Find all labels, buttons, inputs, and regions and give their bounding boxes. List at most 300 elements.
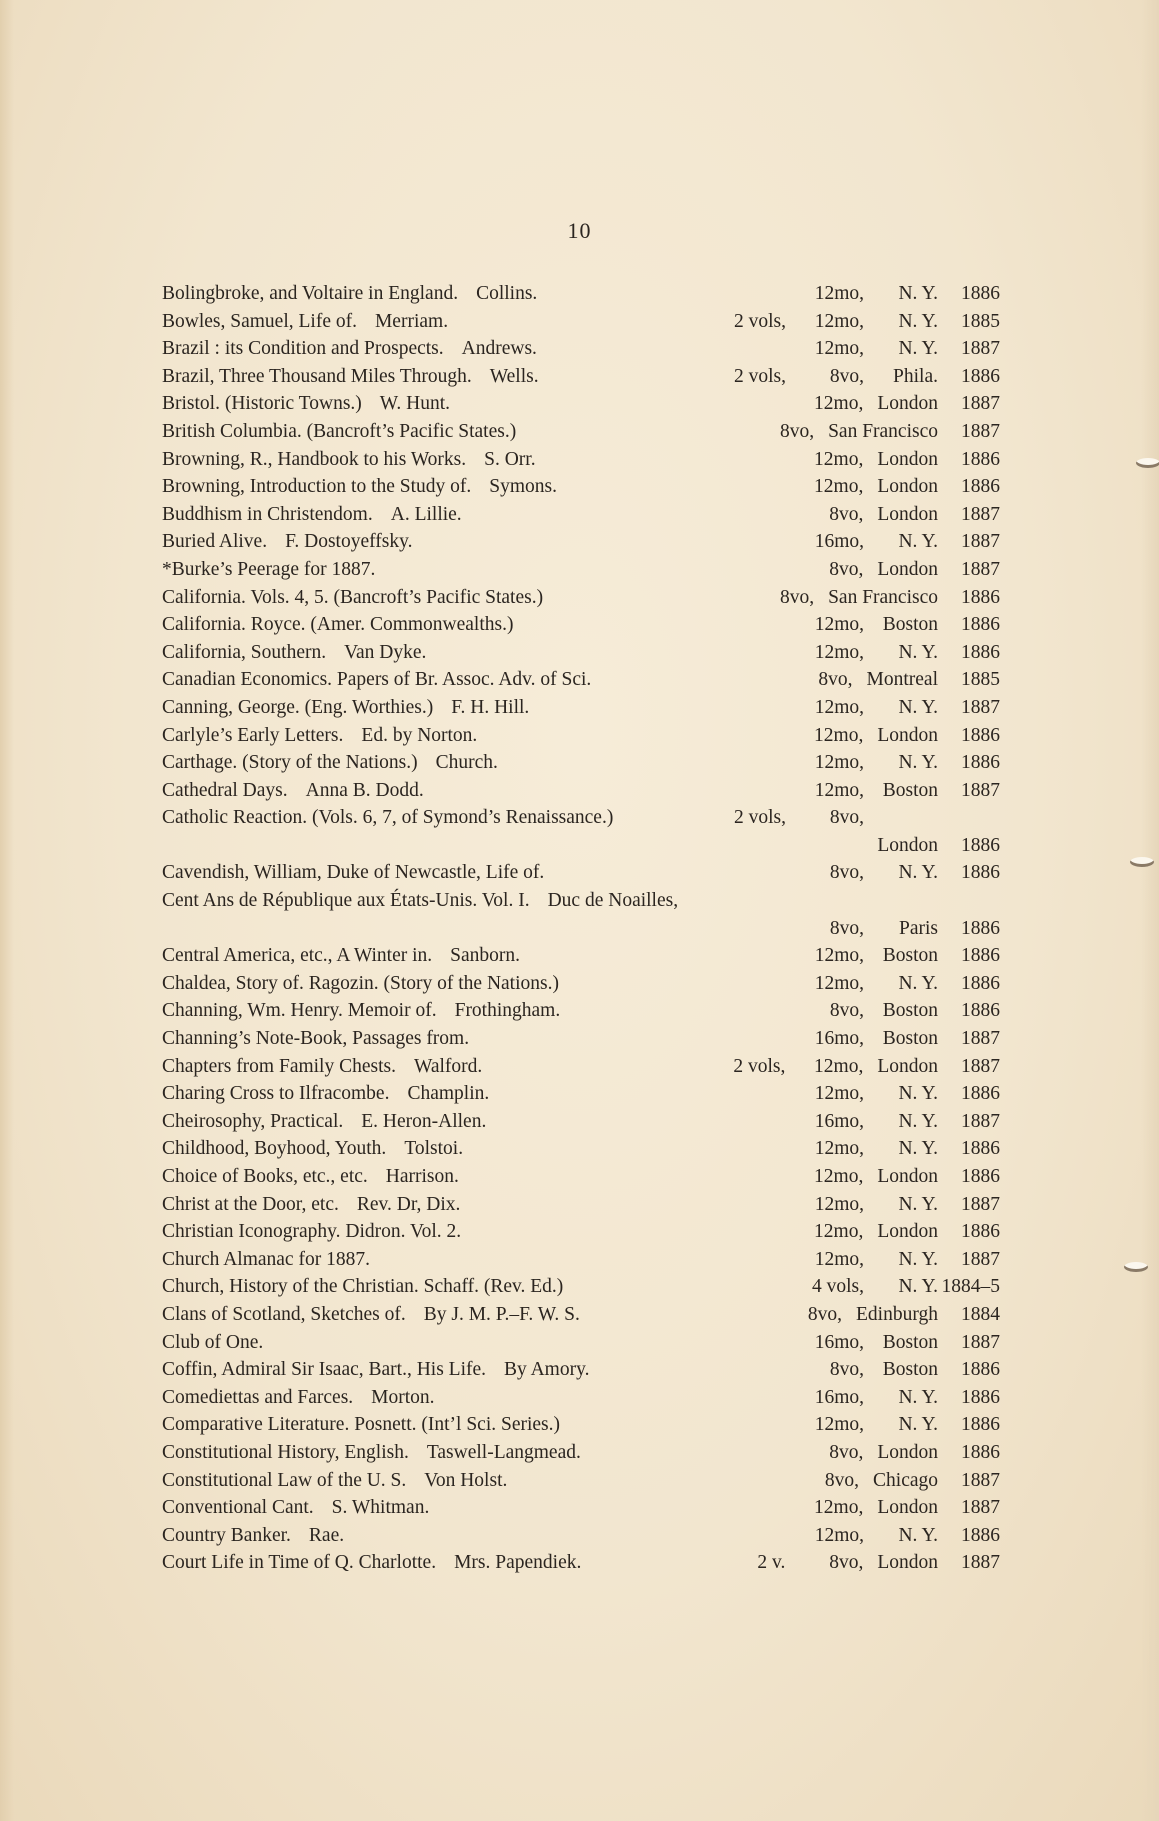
entry-title-block xyxy=(162,1467,795,1495)
entry-place: London xyxy=(877,503,938,525)
entry-place: N. Y. xyxy=(898,338,938,360)
entry-format: 12mo, xyxy=(814,1524,864,1546)
entry-place: N. Y. xyxy=(898,1414,938,1436)
entry-imprint xyxy=(799,1439,1000,1467)
entry-year: 1886 xyxy=(961,448,1000,470)
entry-format: 8vo, xyxy=(824,1469,860,1491)
entry-title: Buried Alive. xyxy=(162,531,268,553)
list-item xyxy=(162,308,1000,336)
entry-place: Phila. xyxy=(893,365,938,387)
entry-format: 12mo, xyxy=(814,696,864,718)
entry-year: 1886 xyxy=(961,724,1000,746)
entry-place: Montreal xyxy=(866,669,938,691)
entry-author: Mrs. Papendiek. xyxy=(454,1552,582,1574)
entry-title: California. Royce. (Amer. Commonwealths.) xyxy=(162,614,514,636)
entry-format: 16mo, xyxy=(814,1028,864,1050)
entry-title: Chaldea, Story of. Ragozin. (Story of the Nations.) xyxy=(162,972,559,994)
entry-place: N. Y. xyxy=(898,862,938,884)
list-item xyxy=(162,970,1000,998)
list-item xyxy=(162,1025,1000,1053)
entry-imprint xyxy=(799,1218,1000,1246)
list-item xyxy=(162,501,1000,529)
entry-author: F. Dostoyeffsky. xyxy=(285,531,413,553)
entry-title-block xyxy=(162,1494,799,1522)
list-item xyxy=(162,1163,1000,1191)
entry-year: 1887 xyxy=(961,338,1000,360)
entry-year: 1887 xyxy=(961,503,1000,525)
entry-title-block xyxy=(162,390,799,418)
entry-title-block xyxy=(162,887,1000,915)
entry-author: Church. xyxy=(435,752,498,774)
entry-title-block xyxy=(162,1191,800,1219)
entry-year: 1885 xyxy=(961,310,1000,332)
list-item xyxy=(162,556,1000,584)
list-item xyxy=(162,1191,1000,1219)
entry-volumes: 4 vols, xyxy=(811,1276,864,1298)
entry-format: 12mo, xyxy=(814,779,864,801)
entry-year: 1887 xyxy=(961,779,1000,801)
entry-title-block xyxy=(162,1218,799,1246)
entry-place: Boston xyxy=(882,1028,938,1050)
entry-year: 1885 xyxy=(961,669,1000,691)
entry-title-block xyxy=(162,280,800,308)
entry-format: 16mo, xyxy=(814,1386,864,1408)
entry-title-block xyxy=(162,639,800,667)
entry-title-block xyxy=(162,1411,800,1439)
list-item xyxy=(162,1218,1000,1246)
list-item xyxy=(162,1329,1000,1357)
entry-place: San Francisco xyxy=(828,586,938,608)
book-list xyxy=(162,280,1000,1577)
entry-format: 12mo, xyxy=(814,393,864,415)
page-number: 10 xyxy=(567,218,592,243)
entry-format: 12mo, xyxy=(814,614,864,636)
entry-year: 1887 xyxy=(961,393,1000,415)
entry-place: London xyxy=(877,834,938,856)
entry-title-block xyxy=(162,528,800,556)
entry-author: Taswell-Langmead. xyxy=(426,1441,581,1463)
entry-place: London xyxy=(877,1221,938,1243)
list-item xyxy=(162,804,1000,832)
entry-year: 1886 xyxy=(961,1441,1000,1463)
entry-year: 1886 xyxy=(961,283,1000,304)
list-item xyxy=(162,390,1000,418)
list-item xyxy=(162,1053,1000,1081)
entry-author: Rae. xyxy=(308,1524,345,1546)
entry-author: S. Whitman. xyxy=(331,1497,430,1519)
list-item xyxy=(162,1467,1000,1495)
entry-place: Boston xyxy=(882,945,938,967)
entry-format: 12mo, xyxy=(814,1193,864,1215)
entry-volumes: 2 vols, xyxy=(733,1055,786,1077)
entry-imprint xyxy=(800,1135,1000,1163)
entry-author: Morton. xyxy=(371,1386,435,1408)
entry-imprint xyxy=(750,418,1000,446)
entry-title: *Burke’s Peerage for 1887. xyxy=(162,558,376,580)
entry-imprint xyxy=(799,556,1000,584)
entry-title-block xyxy=(162,1135,800,1163)
entry-imprint xyxy=(733,1053,1000,1081)
entry-author: Andrews. xyxy=(461,338,537,360)
list-item xyxy=(162,528,1000,556)
list-item xyxy=(162,666,1000,694)
entry-place: N. Y. xyxy=(898,1083,938,1105)
entry-imprint xyxy=(799,501,1000,529)
entry-imprint xyxy=(800,611,1000,639)
entry-author: S. Orr. xyxy=(484,448,536,470)
entry-format: 12mo, xyxy=(814,752,864,774)
entry-title-block xyxy=(162,335,800,363)
entry-format: 12mo, xyxy=(814,945,864,967)
entry-imprint xyxy=(750,584,1000,612)
entry-year: 1887 xyxy=(961,1055,1000,1077)
entry-author: Anna B. Dodd. xyxy=(305,779,424,801)
entry-place: San Francisco xyxy=(828,420,938,442)
entry-place: Boston xyxy=(882,1359,938,1381)
entry-place: London xyxy=(877,1497,938,1519)
entry-title-block xyxy=(162,1522,800,1550)
list-item xyxy=(162,694,1000,722)
entry-title: Browning, R., Handbook to his Works. xyxy=(162,448,467,470)
entry-title-block xyxy=(162,1549,757,1577)
page-edge-left xyxy=(0,0,14,1821)
entry-title: Childhood, Boyhood, Youth. xyxy=(162,1138,387,1160)
entry-title-block xyxy=(162,611,800,639)
entry-year: 1886 xyxy=(961,365,1000,387)
entry-format: 12mo, xyxy=(814,476,864,498)
entry-imprint xyxy=(800,1191,1000,1219)
entry-imprint xyxy=(800,942,1000,970)
entry-place: Paris xyxy=(899,917,938,939)
entry-imprint xyxy=(812,1273,1000,1301)
entry-imprint xyxy=(800,915,1000,943)
entry-title-block xyxy=(162,1356,800,1384)
entry-title-block xyxy=(162,556,799,584)
list-item xyxy=(162,280,1000,308)
entry-year: 1886 xyxy=(961,1386,1000,1408)
entry-place: London xyxy=(877,393,938,415)
entry-place: Edinburgh xyxy=(856,1303,938,1325)
entry-title-block xyxy=(162,501,799,529)
page-tear-mark xyxy=(1130,857,1154,867)
entry-author: Ed. by Norton. xyxy=(361,724,478,746)
entry-title: Constitutional History, English. xyxy=(162,1441,409,1463)
entry-place: N. Y. xyxy=(898,1524,938,1546)
entry-format: 8vo, xyxy=(807,1303,843,1325)
list-item xyxy=(162,584,1000,612)
entry-title: Clans of Scotland, Sketches of. xyxy=(162,1303,406,1325)
entry-year: 1887 xyxy=(961,1552,1000,1574)
entry-place: London xyxy=(877,558,938,580)
entry-year: 1887 xyxy=(961,1469,1000,1491)
entry-title: Canadian Economics. Papers of Br. Assoc. Adv. of Sci. xyxy=(162,669,592,691)
entry-imprint xyxy=(800,694,1000,722)
entry-title-block xyxy=(162,997,800,1025)
entry-title: Constitutional Law of the U. S. xyxy=(162,1469,407,1491)
entry-format: 12mo, xyxy=(814,724,864,746)
entry-imprint xyxy=(789,666,1000,694)
entry-title-block xyxy=(162,694,800,722)
list-item xyxy=(162,942,1000,970)
entry-year: 1886 xyxy=(961,1166,1000,1187)
entry-place: N. Y. xyxy=(898,752,938,774)
list-item xyxy=(162,1301,1000,1329)
entry-imprint xyxy=(734,363,1000,391)
entry-year: 1887 xyxy=(961,1497,1000,1519)
entry-imprint xyxy=(800,777,1000,805)
entry-place: N. Y. xyxy=(898,310,938,332)
entry-year: 1886 xyxy=(961,917,1000,939)
entry-title-block xyxy=(162,970,800,998)
entry-place: N. Y. xyxy=(898,1248,938,1270)
entry-title-block xyxy=(162,1439,799,1467)
entry-format: 12mo, xyxy=(814,310,864,332)
entry-author: Rev. Dr, Dix. xyxy=(356,1193,461,1215)
list-item xyxy=(162,749,1000,777)
entry-author: Sanborn. xyxy=(450,945,521,967)
entry-author: Duc de Noailles, xyxy=(547,890,679,912)
list-item xyxy=(162,1411,1000,1439)
entry-place: N. Y. xyxy=(898,1193,938,1215)
entry-year: 1886 xyxy=(961,1221,1000,1243)
entry-place: London xyxy=(877,1552,938,1574)
entry-imprint xyxy=(799,390,1000,418)
entry-year: 1887 xyxy=(961,696,1000,718)
entry-title-block xyxy=(162,1273,812,1301)
entry-title: Buddhism in Christendom. xyxy=(162,503,373,525)
list-item xyxy=(162,639,1000,667)
page-tear-mark xyxy=(1136,458,1159,468)
entry-year: 1887 xyxy=(961,420,1000,442)
entry-title: California, Southern. xyxy=(162,641,327,663)
entry-title: Comediettas and Farces. xyxy=(162,1386,354,1408)
entry-author: Harrison. xyxy=(385,1166,459,1187)
entry-title: Cathedral Days. xyxy=(162,779,288,801)
entry-title-block xyxy=(162,1384,800,1412)
entry-volumes: 2 vols, xyxy=(733,310,786,332)
entry-imprint xyxy=(800,1329,1000,1357)
entry-title-block xyxy=(162,777,800,805)
entry-author: Champlin. xyxy=(407,1083,490,1105)
entry-title: Bowles, Samuel, Life of. xyxy=(162,310,357,332)
entry-title-block xyxy=(162,722,799,750)
list-item xyxy=(162,473,1000,501)
list-item xyxy=(162,446,1000,474)
entry-author: Tolstoi. xyxy=(404,1138,464,1160)
entry-place: Boston xyxy=(882,779,938,801)
entry-format: 12mo, xyxy=(814,1055,864,1077)
entry-year: 1887 xyxy=(961,1193,1000,1215)
entry-format: 12mo, xyxy=(814,641,864,663)
entry-title: Charing Cross to Ilfracombe. xyxy=(162,1083,390,1105)
entry-place: London xyxy=(877,1055,938,1077)
entry-imprint xyxy=(778,1301,1000,1329)
entry-year: 1886 xyxy=(961,586,1000,608)
entry-year: 1887 xyxy=(961,1248,1000,1270)
entry-imprint xyxy=(800,1522,1000,1550)
entry-year: 1886 xyxy=(961,641,1000,663)
entry-year: 1886 xyxy=(961,1524,1000,1546)
entry-format: 8vo, xyxy=(829,807,864,829)
entry-place: N. Y. xyxy=(898,531,938,553)
entry-format: 12mo, xyxy=(814,1138,864,1160)
entry-place: N. Y. xyxy=(898,641,938,663)
entry-title: Country Banker. xyxy=(162,1524,291,1546)
list-item xyxy=(162,418,1000,446)
entry-format: 8vo, xyxy=(829,1000,864,1022)
entry-year: 1886 xyxy=(961,1000,1000,1022)
entry-title: Brazil : its Condition and Prospects. xyxy=(162,338,444,360)
entry-place: N. Y. xyxy=(898,1276,938,1298)
list-item xyxy=(162,887,1000,915)
entry-format: 8vo, xyxy=(829,1359,864,1381)
entry-title-block xyxy=(162,308,734,336)
entry-imprint xyxy=(800,280,1000,308)
entry-imprint xyxy=(799,473,1000,501)
entry-format: 8vo, xyxy=(779,420,815,442)
entry-format: 12mo, xyxy=(814,1221,864,1243)
entry-imprint xyxy=(799,1494,1000,1522)
list-item xyxy=(162,611,1000,639)
entry-imprint xyxy=(800,1384,1000,1412)
entry-title-block xyxy=(162,473,799,501)
list-item xyxy=(162,1494,1000,1522)
entry-format: 12mo, xyxy=(814,1414,864,1436)
entry-title: Catholic Reaction. (Vols. 6, 7, of Symond’s Renaissance.) xyxy=(162,807,614,829)
list-item xyxy=(162,1384,1000,1412)
entry-year: 1884 xyxy=(961,1303,1000,1325)
entry-title-block xyxy=(162,418,750,446)
entry-place: Boston xyxy=(882,1000,938,1022)
entry-author: Merriam. xyxy=(374,310,449,332)
entry-title: California. Vols. 4, 5. (Bancroft’s Pacific States.) xyxy=(162,586,544,608)
entry-imprint xyxy=(800,1025,1000,1053)
entry-title-block xyxy=(162,749,800,777)
entry-title-block xyxy=(162,1301,778,1329)
entry-format: 12mo, xyxy=(814,283,864,304)
entry-place: Boston xyxy=(882,614,938,636)
entry-format: 12mo, xyxy=(814,448,864,470)
entry-imprint xyxy=(734,308,1000,336)
entry-year: 1886 xyxy=(961,862,1000,884)
entry-imprint xyxy=(799,1163,1000,1191)
entry-author: Van Dyke. xyxy=(344,641,427,663)
entry-format: 8vo, xyxy=(829,862,864,884)
entry-year: 1886 xyxy=(961,1414,1000,1436)
entry-title: Brazil, Three Thousand Miles Through. xyxy=(162,365,472,387)
entry-title: Channing, Wm. Henry. Memoir of. xyxy=(162,1000,437,1022)
entry-format: 8vo, xyxy=(779,586,815,608)
entry-title: Central America, etc., A Winter in. xyxy=(162,945,433,967)
entry-title-block xyxy=(162,859,800,887)
entry-author: Frothingham. xyxy=(454,1000,561,1022)
entry-title: Carlyle’s Early Letters. xyxy=(162,724,344,746)
entry-imprint xyxy=(800,997,1000,1025)
entry-format: 8vo, xyxy=(829,1441,864,1463)
entry-year: 1886 xyxy=(961,1083,1000,1105)
entry-format: 12mo, xyxy=(814,338,864,360)
entry-year: 1884–5 xyxy=(941,1276,1000,1298)
entry-title: Coffin, Admiral Sir Isaac, Bart., His Life. xyxy=(162,1359,487,1381)
entry-year: 1886 xyxy=(961,834,1000,856)
entry-imprint xyxy=(795,1467,1000,1495)
entry-title-block xyxy=(162,446,799,474)
entry-place: London xyxy=(877,448,938,470)
entry-imprint xyxy=(734,804,1000,832)
entry-title: Cheirosophy, Practical. xyxy=(162,1110,344,1132)
entry-year: 1886 xyxy=(961,945,1000,967)
entry-imprint xyxy=(800,1108,1000,1136)
entry-title: Channing’s Note-Book, Passages from. xyxy=(162,1028,470,1050)
entry-imprint xyxy=(757,1549,1000,1577)
entry-year: 1887 xyxy=(961,1110,1000,1132)
entry-title: Church, History of the Christian. Schaff. (Rev. Ed.) xyxy=(162,1276,564,1298)
list-item xyxy=(162,722,1000,750)
entry-imprint xyxy=(800,1411,1000,1439)
entry-author: Wells. xyxy=(489,365,539,387)
entry-title-block xyxy=(162,1246,800,1274)
entry-format: 12mo, xyxy=(814,972,864,994)
entry-imprint xyxy=(800,528,1000,556)
entry-author: Walford. xyxy=(413,1055,483,1077)
entry-year: 1886 xyxy=(961,476,1000,498)
entry-format: 16mo, xyxy=(814,1110,864,1132)
entry-place: Boston xyxy=(882,1331,938,1353)
list-item-continuation xyxy=(162,915,1000,943)
entry-author: W. Hunt. xyxy=(379,393,451,415)
entry-year: 1887 xyxy=(961,531,1000,553)
entry-title-block xyxy=(162,942,800,970)
entry-place: London xyxy=(877,476,938,498)
entry-author: E. Heron-Allen. xyxy=(361,1110,487,1132)
entry-format: 12mo, xyxy=(814,1083,864,1105)
entry-volumes: 2 vols, xyxy=(733,365,786,387)
entry-place: N. Y. xyxy=(898,1110,938,1132)
entry-title: Choice of Books, etc., etc. xyxy=(162,1166,368,1187)
entry-author: Symons. xyxy=(489,476,558,498)
entry-format: 12mo, xyxy=(814,1248,864,1270)
entry-title: Browning, Introduction to the Study of. xyxy=(162,476,472,498)
list-item xyxy=(162,1135,1000,1163)
entry-title: Church Almanac for 1887. xyxy=(162,1248,370,1270)
entry-format: 8vo, xyxy=(829,503,864,525)
entry-place: London xyxy=(877,1441,938,1463)
entry-format: 8vo, xyxy=(829,1552,864,1574)
entry-year: 1887 xyxy=(961,558,1000,580)
entry-title-block xyxy=(162,1163,799,1191)
entry-imprint xyxy=(800,1246,1000,1274)
entry-title: Comparative Literature. Posnett. (Int’l Sci. Series.) xyxy=(162,1414,561,1436)
list-item xyxy=(162,1246,1000,1274)
entry-year: 1886 xyxy=(961,1138,1000,1160)
entry-place: N. Y. xyxy=(898,1386,938,1408)
entry-title: Conventional Cant. xyxy=(162,1497,314,1519)
entry-year: 1886 xyxy=(961,1359,1000,1381)
entry-place: London xyxy=(877,724,938,746)
entry-title: Christ at the Door, etc. xyxy=(162,1193,339,1215)
list-item xyxy=(162,859,1000,887)
entry-author: A. Lillie. xyxy=(390,503,462,525)
entry-title-block xyxy=(162,363,734,391)
entry-year: 1886 xyxy=(961,752,1000,774)
list-item xyxy=(162,335,1000,363)
entry-imprint xyxy=(800,749,1000,777)
entry-author: Collins. xyxy=(476,283,538,304)
entry-format: 8vo, xyxy=(829,917,864,939)
list-item xyxy=(162,1439,1000,1467)
entry-imprint xyxy=(800,1356,1000,1384)
entry-title: Cavendish, William, Duke of Newcastle, Life of. xyxy=(162,862,545,884)
